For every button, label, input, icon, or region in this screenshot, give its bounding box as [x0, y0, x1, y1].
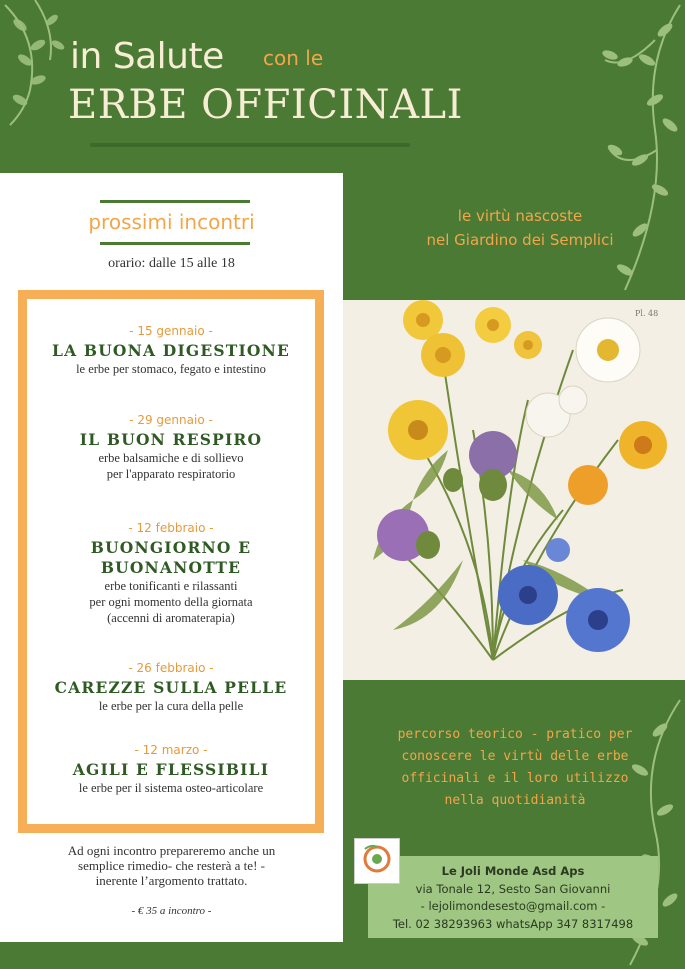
title-con-le: con le	[263, 46, 324, 70]
event-date: - 29 gennaio -	[129, 413, 213, 427]
event-date: - 15 gennaio -	[129, 324, 213, 338]
event-description: le erbe per la cura della pelle	[98, 699, 244, 713]
event-description: per l'apparato respiratorio	[106, 467, 236, 481]
note-line: Ad ogni incontro prepareremo anche un	[67, 843, 276, 858]
price: - € 35 a incontro -	[131, 905, 212, 917]
address: via Tonale 12, Sesto San Giovanni	[415, 881, 611, 896]
contact-info	[368, 863, 658, 933]
event-title-line: BUONANOTTE	[100, 558, 242, 577]
leaf-decoration-right-top	[585, 0, 685, 300]
title-in-salute: in Salute	[70, 36, 224, 77]
event-date: - 12 febbraio -	[128, 521, 214, 535]
phone: Tel. 02 38293963 whatsApp 347 8317498	[392, 916, 634, 931]
event-description: (accenni di aromaterapia)	[107, 611, 235, 625]
event-description: le erbe per il sistema osteo-articolare	[78, 781, 264, 795]
event-title: AGILI E FLESSIBILI	[72, 760, 270, 779]
email: - lejolimondesesto@gmail.com -	[420, 899, 606, 913]
event-description: erbe balsamiche e di sollievo	[98, 451, 244, 465]
event-item	[27, 521, 315, 626]
course-line: officinali e il loro utilizzo	[401, 771, 629, 786]
course-line: percorso teorico - pratico per	[397, 727, 633, 742]
title-divider	[90, 143, 410, 147]
botanical-illustration	[343, 300, 685, 680]
event-item	[27, 413, 315, 482]
schedule-time: orario: dalle 15 alle 18	[108, 256, 235, 271]
note-line: inerente l’argomento trattato.	[95, 873, 248, 888]
events-box	[18, 290, 324, 833]
course-line: conoscere le virtù delle erbe	[401, 749, 629, 764]
event-item	[27, 743, 315, 796]
event-title: CAREZZE SULLA PELLE	[54, 678, 288, 697]
organization-name: Le Joli Monde Asd Aps	[441, 864, 585, 878]
heading-rule-top	[100, 200, 250, 203]
event-date: - 12 marzo -	[134, 743, 208, 757]
course-description	[355, 724, 675, 812]
schedule-heading: prossimi incontri	[88, 210, 255, 234]
event-title: IL BUON RESPIRO	[79, 430, 263, 449]
tagline-line: nel Giardino dei Semplici	[426, 231, 614, 249]
event-description: erbe tonificanti e rilassanti	[104, 579, 238, 593]
tagline	[370, 204, 670, 252]
note-line: semplice rimedio- che resterà a te! -	[78, 858, 265, 873]
plate-label: Pl. 48	[635, 309, 659, 318]
remedy-note	[20, 843, 323, 888]
event-title: LA BUONA DIGESTIONE	[51, 341, 291, 360]
event-description: per ogni momento della giornata	[89, 595, 253, 609]
event-title-line: BUONGIORNO E	[90, 538, 252, 557]
tagline-line: le virtù nascoste	[457, 207, 583, 225]
event-item	[27, 324, 315, 377]
event-item	[27, 661, 315, 714]
event-description: le erbe per stomaco, fegato e intestino	[76, 362, 266, 376]
heading-rule-bottom	[100, 242, 250, 245]
event-date: - 26 febbraio -	[128, 661, 214, 675]
title-erbe-officinali: ERBE OFFICINALI	[68, 82, 463, 128]
course-line: nella quotidianità	[444, 793, 586, 808]
